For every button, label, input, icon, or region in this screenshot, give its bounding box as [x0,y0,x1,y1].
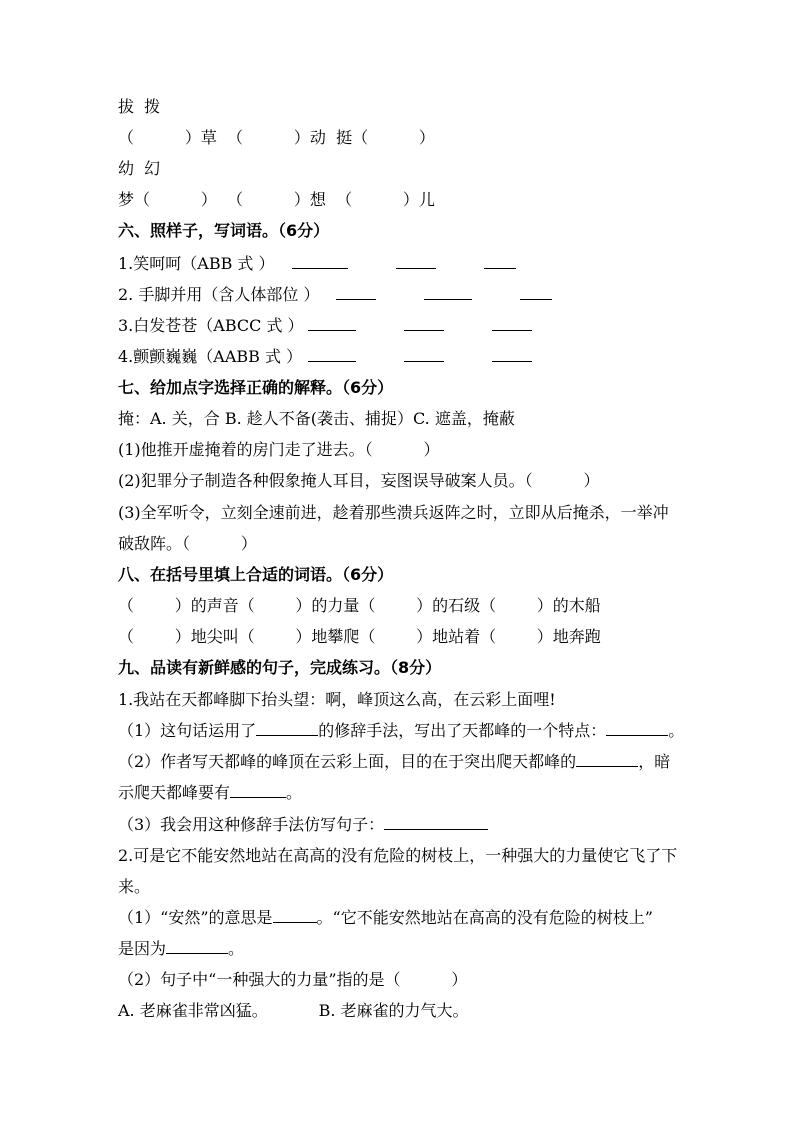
blank[interactable] [404,330,444,331]
section-7-title: 七、给加点字选择正确的解释。（6分） [118,378,394,397]
s9-2-q1-text-c: 是因为 [118,939,167,958]
s9-1-q1-text-c: 。 [668,721,685,740]
blank[interactable] [292,268,348,269]
s9-2-q1-cont [118,939,244,959]
fill-row-1: （ ）草 （ ）动 挺（ ） [118,128,435,147]
s9-1-q3 [118,815,488,835]
s6-item-3 [118,316,304,336]
section-6-title: 六、照样子，写词语。（6分） [118,221,330,240]
section-8-title: 八、在括号里填上合适的词语。（6分） [118,565,394,584]
s9-1-q2-text-b: ，暗 [638,752,671,771]
blank[interactable] [606,721,668,736]
blank[interactable] [336,299,376,300]
blank[interactable] [308,361,356,362]
s9-2-q1 [118,908,653,928]
char-pair-2: 幼 幻 [118,159,161,178]
blank[interactable] [492,330,532,331]
s6-item-2 [118,285,319,305]
s9-sentence-2b: 来。 [118,877,151,896]
s6-item-4-text: 4.颤颤巍巍（AABB 式 ） [118,347,303,366]
s9-2-q1-text-d: 。 [228,939,245,958]
blank[interactable] [484,268,516,269]
blank[interactable] [492,361,532,362]
s9-sentence-2a: 2.可是它不能安然地站在高高的没有危险的树枝上，一种强大的力量使它飞了下 [118,846,678,865]
s9-sentence-1: 1.我站在天都峰脚下抬头望：啊，峰顶这么高，在云彩上面哩! [118,690,556,709]
s9-1-q2-text-a: （2）作者写天都峰的峰顶在云彩上面，目的在于突出爬天都峰的 [118,752,577,771]
blank[interactable] [396,268,436,269]
blank[interactable] [520,299,552,300]
s9-1-q1 [118,721,684,741]
s9-2-q1-text-b: 。“它不能安然地站在高高的没有危险的树枝上” [316,908,653,927]
section-9-title: 九、品读有新鲜感的句子，完成练习。（8分） [118,658,442,677]
blank[interactable] [404,361,444,362]
char-pair-1: 拔 拨 [118,97,161,116]
blank[interactable] [230,783,286,798]
s7-item-3b: 破敌阵。（ ） [118,534,257,553]
blank[interactable] [424,299,472,300]
s9-1-q2-text-c: 示爬天都峰要有 [118,783,231,802]
s9-1-q3-text: （3）我会用这种修辞手法仿写句子： [118,815,385,834]
blank[interactable] [576,752,638,767]
s6-item-1 [118,254,275,274]
s9-1-q2-text-d: 。 [286,783,303,802]
blank[interactable] [166,939,228,954]
s7-item-1: (1)他推开虚掩着的房门走了进去。（ ） [118,440,440,459]
s9-2-q1-text-a: （1）“安然”的意思是 [118,908,273,927]
s6-item-3-text: 3.白发苍苍（ABCC 式 ） [118,316,304,335]
s6-item-2-text: 2. 手脚并用（含人体部位 ） [118,285,320,304]
s9-1-q1-text-a: （1）这句话运用了 [118,721,257,740]
s9-1-q2 [118,752,670,772]
s8-row-1: （ ）的声音（ ）的力量（ ）的石级（ ）的木船 [118,596,601,615]
s7-item-2: (2)犯罪分子制造各种假象掩人耳目，妄图误导破案人员。（ ） [118,471,600,490]
s9-2-options: A. 老麻雀非常凶猛。 B. 老麻雀的力气大。 [118,1001,469,1020]
s6-item-1-text: 1.笑呵呵（ABB 式 ） [118,254,275,273]
blank[interactable] [273,908,317,923]
s9-1-q1-text-b: 的修辞手法，写出了天都峰的一个特点： [318,721,607,740]
fill-row-2: 梦（ ） （ ）想 （ ）儿 [118,190,435,209]
s9-2-q2: （2）句子中“一种强大的力量”指的是（ ） [118,970,468,989]
s8-row-2: （ ）地尖叫（ ）地攀爬（ ）地站着（ ）地奔跑 [118,627,601,646]
s7-item-3a: (3)全军听令，立刻全速前进，趁着那些溃兵返阵之时，立即从后掩杀，一举冲 [118,503,669,522]
s9-1-q2-cont [118,783,302,803]
blank[interactable] [384,815,488,830]
blank[interactable] [308,330,356,331]
s6-item-4 [118,347,302,367]
s7-options: 掩：A. 关，合 B. 趁人不备(袭击、捕捉）C. 遮盖，掩蔽 [118,409,515,428]
blank[interactable] [256,721,318,736]
